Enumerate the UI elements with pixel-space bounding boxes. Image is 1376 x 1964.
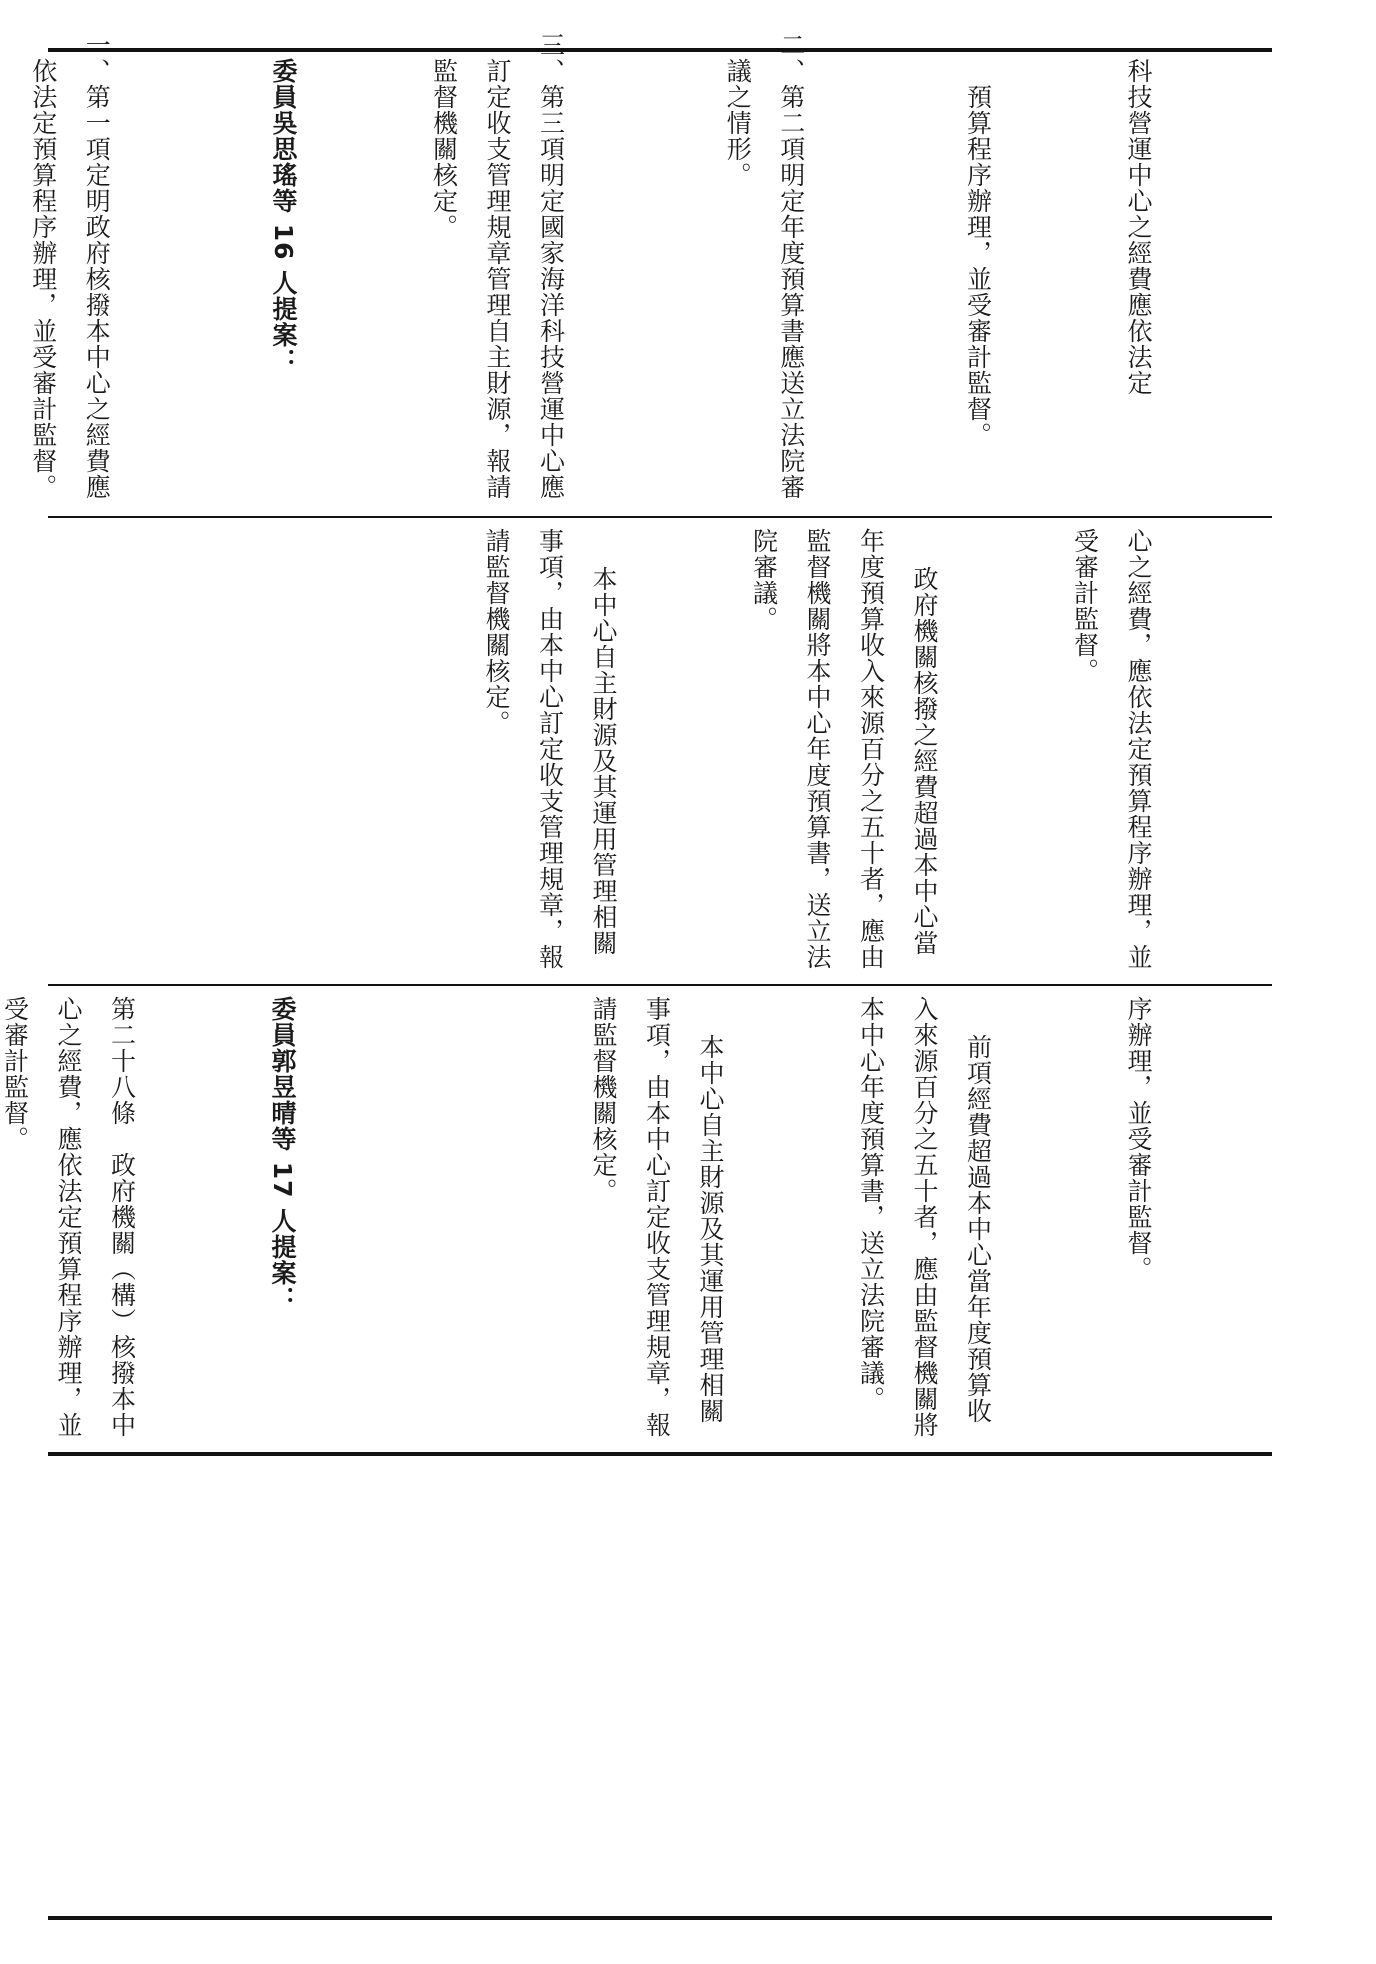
text-line: 預算程序辦理，並受審計監督。 xyxy=(963,58,993,448)
page-bottom-rule xyxy=(48,1916,1272,1920)
table-bottom-rule xyxy=(48,1452,1272,1456)
provision-column xyxy=(482,528,1272,978)
row-divider-2 xyxy=(48,984,1272,986)
explanation-item-3: 三、第三項明定國家海洋科技營運中心應訂定收支管理規章管理自主財源，報請監督機關核定。 xyxy=(429,31,566,500)
article-heading: 第二十八條 政府機關（構）核撥本中心之經費，應依法定預算程序辦理，並受審計監督。 xyxy=(0,996,137,1438)
text-line: 心之經費，應依法定預算程序辦理，並受審計監督。 xyxy=(1070,528,1153,970)
proposer-heading: 委員郭昱晴等 17 人提案： xyxy=(268,996,297,1313)
provision-paragraph: 本中心自主財源及其運用管理相關事項，由本中心訂定收支管理規章，報請監督機關核定。 xyxy=(589,996,725,1438)
provision-paragraph: 政府機關核撥之經費超過本中心當年度預算收入來源百分之五十者，應由監督機關將本中心年度預算書，送立法院審議。 xyxy=(749,528,939,970)
provision-paragraph: 前項經費超過本中心當年度預算收入來源百分之五十者，應由監督機關將本中心年度預算書，送立法院審議。 xyxy=(856,996,993,1438)
explanation-column xyxy=(28,31,1272,508)
explanation-item-2: 二、第二項明定年度預算書應送立法院審議之情形。 xyxy=(723,31,806,500)
proposer-heading: 委員吳思瑤等 16 人提案： xyxy=(269,58,298,375)
provision-paragraph: 本中心自主財源及其運用管理相關事項，由本中心訂定收支管理規章，報請監督機關核定。 xyxy=(482,528,618,970)
table-top-rule xyxy=(48,48,1272,52)
spacer xyxy=(416,996,470,1446)
proposed-column xyxy=(0,996,1272,1446)
row-divider-1 xyxy=(48,516,1272,518)
proposal-item-1: 一、第一項定明政府核撥本中心之經費應依法定預算程序辦理，並受審計監督。 xyxy=(28,31,112,500)
text-line: 科技營運中心之經費應依法定 xyxy=(1124,58,1153,396)
text-line: 序辦理，並受審計監督。 xyxy=(1124,996,1153,1282)
